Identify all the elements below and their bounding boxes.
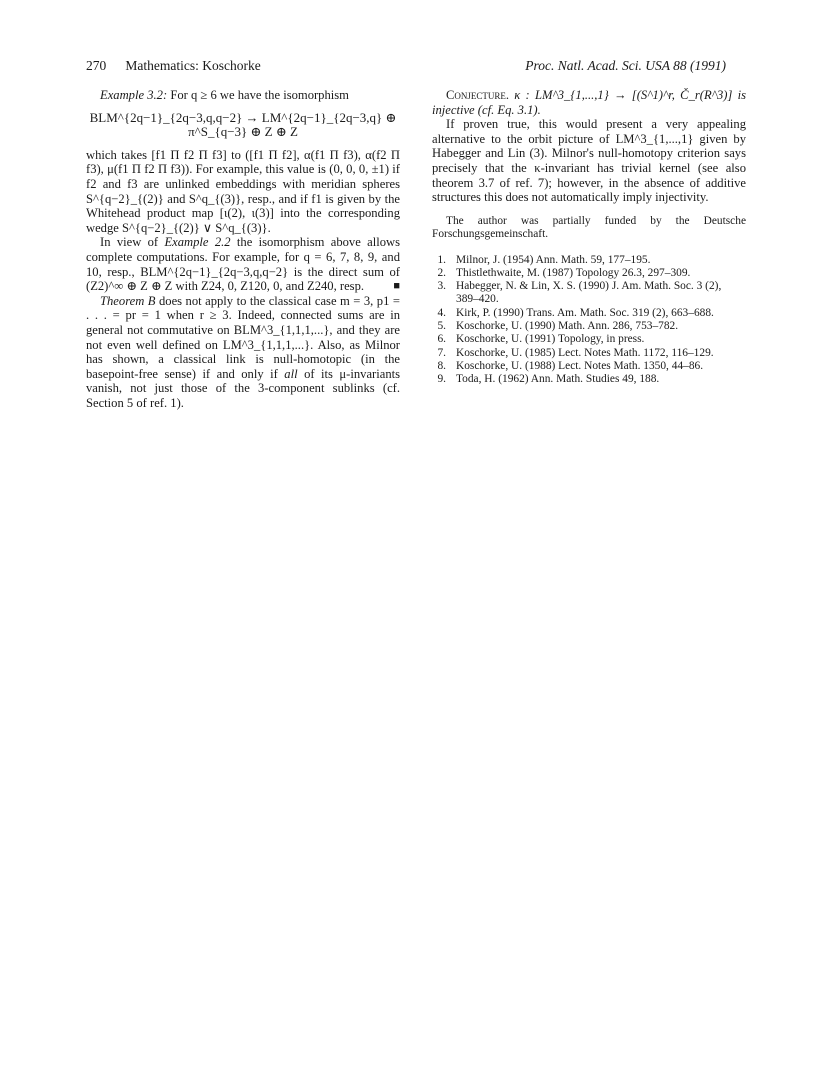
acknowledgment: The author was partially funded by the Deutsche Forschungsgemeinschaft. [432, 214, 746, 241]
paragraph-computations: In view of Example 2.2 the isomorphism above allows complete computations. For example, for q = 6, 7, 8, 9, and 10, resp., BLM^{2q−1}_{2q−3,q,q−2} is the direct sum of (Z2)^∞ ⊕ Z ⊕ Z with Z24, 0, Z120, 0, and Z240, resp. ■ [86, 235, 401, 294]
example-ref: Example 2.2 [164, 235, 231, 250]
left-column [86, 88, 400, 410]
reference-number: 3. [437, 280, 446, 293]
reference-item [432, 267, 746, 280]
reference-text: Thistlethwaite, M. (1987) Topology 26.3, 297–309. [456, 266, 691, 279]
conjecture [432, 88, 746, 117]
reference-number: 7. [437, 346, 446, 359]
reference-item [432, 333, 746, 346]
section-title: Mathematics: Koschorke [125, 58, 261, 73]
reference-text: Toda, H. (1962) Ann. Math. Studies 49, 188. [456, 373, 660, 386]
paragraph-theorem-b: Theorem B does not apply to the classical case m = 3, p1 = . . . = pr = 1 when r ≥ 3. Indeed, connected sums are in general not commutative on BLM^3_{1,1,1,...}, and they are not even well defined on LM^3_{1,1,1,...}. Also, as Milnor has shown, a classical link is null-homotopic (in the basepoint-free sense) if and only if all of its μ-invariants vanish, not just those of the 3-component sublinks (cf. Section 5 of ref. 1). [86, 293, 401, 410]
reference-number: 9. [437, 373, 446, 386]
reference-item [432, 280, 746, 307]
reference-item [432, 347, 746, 360]
right-column [432, 88, 746, 387]
reference-text: Kirk, P. (1990) Trans. Am. Math. Soc. 319 (2), 663–688. [456, 306, 714, 319]
reference-item [432, 320, 746, 333]
reference-number: 4. [437, 306, 446, 319]
qed-symbol: ■ [393, 280, 400, 293]
reference-text: Koschorke, U. (1990) Math. Ann. 286, 753–782. [456, 320, 679, 333]
reference-list [432, 254, 746, 387]
reference-number: 5. [437, 320, 446, 333]
example-label: Example 3.2: [100, 88, 168, 102]
reference-number: 2. [437, 266, 446, 279]
reference-text: Koschorke, U. (1991) Topology, in press. [456, 333, 645, 346]
example-text: For q ≥ 6 we have the isomorphism [170, 88, 349, 102]
theorem-ref: Theorem B [100, 293, 156, 308]
example-statement [86, 88, 400, 103]
running-header-left [86, 58, 261, 74]
display-equation: BLM^{2q−1}_{2q−3,q,q−2} → LM^{2q−1}_{2q−3,q} ⊕ π^S_{q−3} ⊕ Z ⊕ Z [89, 109, 397, 140]
reference-number: 1. [437, 253, 446, 266]
conjecture-label: Conjecture. [446, 88, 510, 102]
journal-citation: Proc. Natl. Acad. Sci. USA 88 (1991) [525, 58, 726, 73]
reference-number: 8. [437, 359, 446, 372]
paragraph-conjecture-discussion: If proven true, this would present a very appealing alternative to the orbit picture of LM^3_{1,...,1} given by Habegger and Lin (3). Milnor's null-homotopy criterion says precisely that the κ-invariant has trivial kernel (see also theorem 3.7 of ref. 7); however, in the absence of additive structures this does not automatically imply injectivity. [432, 117, 746, 205]
reference-item [432, 373, 746, 386]
conjecture-text: κ : LM^3_{1,...,1} → [(S^1)^r, Č_r(R^3)] is injective (cf. Eq. 3.1). [432, 88, 746, 117]
reference-text: Habegger, N. & Lin, X. S. (1990) J. Am. Math. Soc. 3 (2), 389–420. [456, 280, 722, 306]
reference-text: Koschorke, U. (1988) Lect. Notes Math. 1350, 44–86. [456, 359, 704, 372]
reference-number: 6. [437, 333, 446, 346]
page-number: 270 [86, 58, 107, 73]
reference-item [432, 307, 746, 320]
reference-item [432, 254, 746, 267]
reference-item [432, 360, 746, 373]
paragraph-whitehead: which takes [f1 Π f2 Π f3] to ([f1 Π f2], α(f1 Π f3), α(f2 Π f3), μ(f1 Π f2 Π f3)). For example, this value is (0, 0, 0, ±1) if f2 and f3 are unlinked embeddings with meridian spheres S^{q−2}_{(2)} and S^q_{(3)}, resp., and if f1 is given by the Whitehead product map [ι(2), ι(3)] into the corresponding wedge S^{q−2}_{(2)} ∨ S^q_{(3)}. [86, 147, 400, 235]
reference-text: Milnor, J. (1954) Ann. Math. 59, 177–195. [456, 253, 651, 266]
reference-text: Koschorke, U. (1985) Lect. Notes Math. 1172, 116–129. [456, 346, 714, 359]
